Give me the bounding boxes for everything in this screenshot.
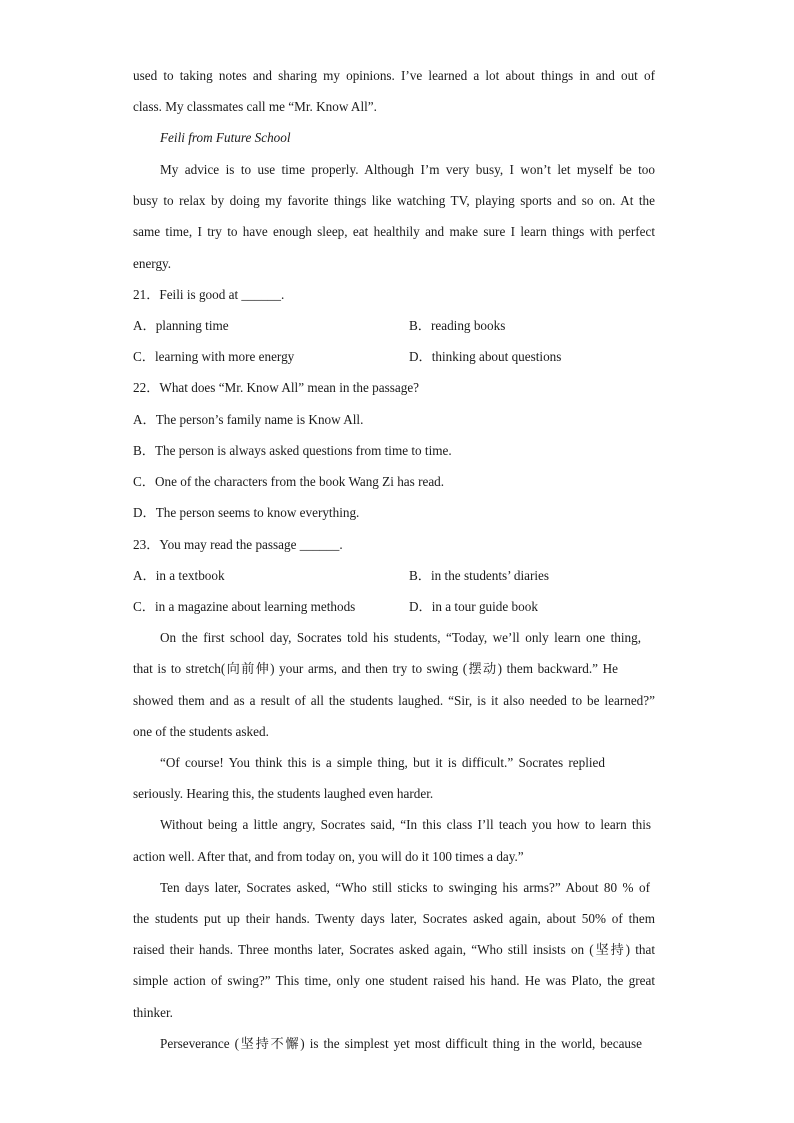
question-21-option-b[interactable]: B．reading books (409, 318, 506, 333)
passage1-line: My advice is to use time properly. Although I’m very busy, I won’t let myself be too (160, 162, 655, 177)
passage2-line: On the first school day, Socrates told his students, “Today, we’ll only learn one thing, (160, 630, 641, 645)
passage2-line: “Of course! You think this is a simple thing, but it is difficult.” Socrates replied (160, 755, 605, 770)
passage2-line: raised their hands. Three months later, Socrates asked again, “Who still insists on (坚持) that (133, 942, 655, 957)
question-23-option-b[interactable]: B．in the students’ diaries (409, 568, 550, 583)
passage1-line: energy. (133, 256, 172, 271)
passage2-line: one of the students asked. (133, 724, 269, 739)
passage1-line: busy to relax by doing my favorite things like watching TV, playing sports and so on. At the (133, 193, 655, 208)
passage2-line: Ten days later, Socrates asked, “Who still sticks to swinging his arms?” About 80 % of (160, 880, 650, 895)
passage1-line: same time, I try to have enough sleep, eat healthily and make sure I learn things with perfect (133, 224, 655, 239)
passage2-line: the students put up their hands. Twenty days later, Socrates asked again, about 50% of them (133, 911, 655, 926)
question-22-option-a[interactable]: A．The person’s family name is Know All. (133, 412, 364, 427)
passage2-line: simple action of swing?” This time, only one student raised his hand. He was Plato, the great (133, 973, 655, 988)
passage1-line: used to taking notes and sharing my opinions. I’ve learned a lot about things in and out of (133, 68, 655, 83)
question-21-option-c[interactable]: C．learning with more energy (133, 349, 295, 364)
question-23-option-c[interactable]: C．in a magazine about learning methods (133, 599, 356, 614)
question-23-option-a[interactable]: A．in a textbook (133, 568, 225, 583)
question-23-stem: 23．You may read the passage ______. (133, 537, 343, 552)
passage1-signature: Feili from Future School (160, 130, 291, 145)
question-22-option-d[interactable]: D．The person seems to know everything. (133, 505, 360, 520)
passage2-line: that is to stretch(向前伸) your arms, and then try to swing (摆动) them backward.” He (133, 661, 618, 676)
question-22-option-b[interactable]: B．The person is always asked questions from time to time. (133, 443, 452, 458)
passage2-line: seriously. Hearing this, the students laughed even harder. (133, 786, 434, 801)
passage2-line: showed them and as a result of all the students laughed. “Sir, is it also needed to be learned?” (133, 693, 655, 708)
question-21-stem: 21．Feili is good at ______. (133, 287, 285, 302)
question-23-option-d[interactable]: D．in a tour guide book (409, 599, 538, 614)
passage1-line: class. My classmates call me “Mr. Know All”. (133, 99, 377, 114)
passage2-line: Without being a little angry, Socrates said, “In this class I’ll teach you how to learn this (160, 817, 651, 832)
question-22-stem: 22．What does “Mr. Know All” mean in the passage? (133, 380, 420, 395)
passage2-line: Perseverance (坚持不懈) is the simplest yet most difficult thing in the world, because (160, 1036, 642, 1051)
question-22-option-c[interactable]: C．One of the characters from the book Wang Zi has read. (133, 474, 445, 489)
question-21-option-d[interactable]: D．thinking about questions (409, 349, 562, 364)
passage2-line: thinker. (133, 1005, 173, 1020)
question-21-option-a[interactable]: A．planning time (133, 318, 229, 333)
passage2-line: action well. After that, and from today on, you will do it 100 times a day.” (133, 849, 524, 864)
